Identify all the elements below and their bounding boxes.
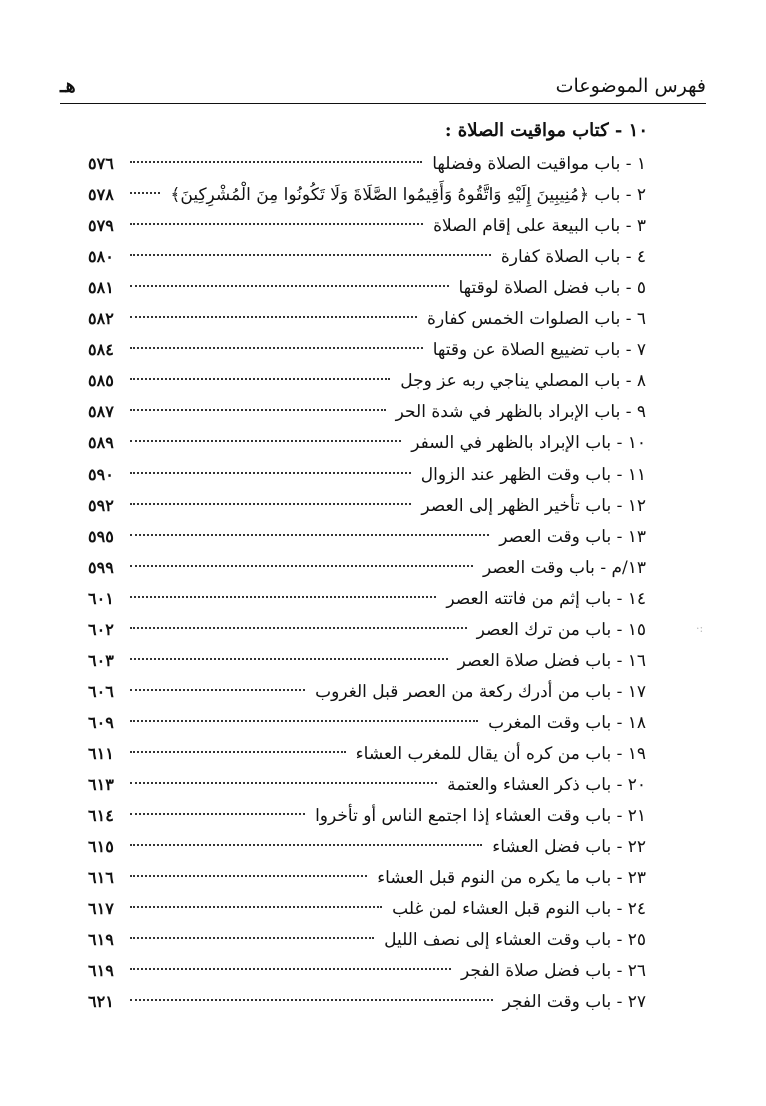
toc-entry-title: ٢٧ - باب وقت الفجر — [502, 992, 646, 1013]
dot-leader — [130, 875, 367, 877]
toc-entry — [88, 864, 646, 892]
toc-entry-page: ٥٨١ — [88, 278, 114, 298]
toc-entry-title: ٤ - باب الصلاة كفارة — [500, 247, 646, 268]
toc-entry-page: ٥٩٩ — [88, 557, 114, 577]
toc-entry-page: ٦١٣ — [88, 775, 114, 794]
running-head — [60, 74, 706, 100]
toc-entry-page: ٦٠٦ — [88, 681, 114, 701]
toc-entry-title: ٢١ - باب وقت العشاء إذا اجتمع الناس أو تأخروا — [315, 806, 646, 827]
toc-entry — [88, 243, 646, 271]
dot-leader — [130, 906, 382, 908]
toc-entry-page: ٥٨٤ — [88, 340, 114, 360]
dot-leader — [130, 378, 390, 380]
toc-entry — [88, 181, 646, 209]
dot-leader — [130, 192, 160, 194]
toc-entry-page: ٥٨٧ — [88, 402, 114, 422]
dot-leader — [130, 844, 482, 846]
toc-entry-page: ٦٠٣ — [88, 650, 114, 670]
dot-leader — [130, 285, 449, 287]
toc-entry — [88, 647, 646, 675]
toc-entry — [88, 367, 646, 395]
dot-leader — [130, 565, 473, 567]
toc-entry — [88, 305, 646, 333]
dot-leader — [130, 751, 346, 753]
toc-entry-title: ١٢ - باب تأخير الظهر إلى العصر — [421, 495, 646, 516]
toc-entry — [88, 709, 646, 737]
dot-leader — [130, 999, 493, 1001]
toc-entry-page: ٦٠١ — [88, 588, 114, 608]
dot-leader — [130, 658, 448, 660]
toc-entry-page: ٦٠٩ — [88, 712, 114, 732]
dot-leader — [130, 161, 422, 163]
toc-entry-title: ٥ - باب فضل الصلاة لوقتها — [458, 278, 646, 299]
toc-entry — [88, 678, 646, 706]
toc-entry-page: ٦٢١ — [88, 992, 114, 1012]
toc-entry-page: ٥٧٩ — [88, 216, 114, 236]
toc-entry — [88, 150, 646, 178]
toc-entry-title: ١٧ - باب من أدرك ركعة من العصر قبل الغروب — [315, 681, 646, 702]
toc-entry — [88, 771, 646, 799]
toc-entry-page: ٦١١ — [88, 744, 114, 763]
dot-leader — [130, 937, 374, 939]
toc-entry — [88, 429, 646, 457]
toc-entry-title: ٢٣ - باب ما يكره من النوم قبل العشاء — [377, 868, 646, 889]
dot-leader — [130, 968, 451, 970]
toc-entry — [88, 336, 646, 364]
toc-entry-title: ٧ - باب تضييع الصلاة عن وقتها — [432, 340, 646, 361]
toc-entry-page: ٥٨٢ — [88, 309, 114, 329]
toc-entry-title: ٢٠ - باب ذكر العشاء والعتمة — [447, 775, 646, 795]
dot-leader — [130, 813, 305, 815]
toc-entry-title: ٣ - باب البيعة على إقام الصلاة — [433, 216, 646, 237]
dot-leader — [130, 627, 467, 629]
toc-entry-page: ٥٧٦ — [88, 154, 114, 173]
toc-entry-page: ٥٨٠ — [88, 247, 114, 267]
toc-entry-page: ٦١٩ — [88, 961, 114, 981]
toc-entry-title: ٢ - باب ﴿مُنِيبِينَ إِلَيْهِ وَاتَّقُوهُ وَأَقِيمُوا الصَّلَاةَ وَلَا تَكُونُوا مِنَ الْمُشْرِكِينَ﴾ — [170, 185, 646, 206]
dot-leader — [130, 503, 411, 505]
toc-entry-title: ١٨ - باب وقت المغرب — [488, 712, 646, 733]
dot-leader — [130, 440, 401, 442]
toc-entry — [88, 833, 646, 861]
toc-entry-title: ١٣ - باب وقت العصر — [499, 526, 646, 547]
toc-entry-title: ١٦ - باب فضل صلاة العصر — [457, 650, 646, 671]
toc-entry — [88, 616, 646, 644]
toc-entry — [88, 461, 646, 489]
page-folio: هـ — [60, 75, 76, 97]
toc-entry-page: ٥٧٨ — [88, 185, 114, 205]
toc-entry-page: ٥٨٩ — [88, 433, 114, 453]
header-rule — [60, 103, 706, 104]
dot-leader — [130, 316, 417, 318]
toc-entry — [88, 802, 646, 830]
toc-entry — [88, 212, 646, 240]
toc-entry-title: ١٠ - باب الإبراد بالظهر في السفر — [411, 433, 646, 454]
margin-mark: ·: — [696, 622, 704, 635]
toc-entry — [88, 895, 646, 923]
toc-entry-page: ٦١٦ — [88, 868, 114, 888]
section-heading: ١٠ - كتاب مواقيت الصلاة : — [444, 120, 648, 141]
toc-entry — [88, 554, 646, 582]
toc-entry-title: ٢٤ - باب النوم قبل العشاء لمن غلب — [392, 899, 646, 920]
dot-leader — [130, 254, 491, 256]
toc-entry-page: ٦٠٢ — [88, 619, 114, 639]
toc-entry-title: ١٣/م - باب وقت العصر — [482, 557, 646, 578]
running-title: فهرس الموضوعات — [555, 75, 706, 97]
toc-entry-page: ٥٩٠ — [88, 464, 114, 484]
toc-entry-page: ٥٩٥ — [88, 526, 114, 546]
toc-entry-page: ٦١٤ — [88, 806, 114, 826]
toc-entry — [88, 398, 646, 426]
toc-entry-page: ٦١٥ — [88, 837, 114, 857]
dot-leader — [130, 689, 305, 691]
toc-entry-title: ٩ - باب الإبراد بالظهر في شدة الحر — [395, 402, 646, 423]
toc-entry-title: ١١ - باب وقت الظهر عند الزوال — [420, 464, 646, 485]
dot-leader — [130, 534, 489, 536]
toc-entry-title: ٢٢ - باب فضل العشاء — [492, 837, 646, 858]
toc-entry-title: ١٤ - باب إثم من فاتته العصر — [446, 588, 646, 609]
toc-entry-title: ٨ - باب المصلي يناجي ربه عز وجل — [400, 371, 646, 392]
toc-entry-page: ٥٩٢ — [88, 495, 114, 515]
dot-leader — [130, 472, 411, 474]
toc-entry-page: ٦١٩ — [88, 930, 114, 950]
toc-entry — [88, 988, 646, 1016]
toc-entry-title: ١٩ - باب من كره أن يقال للمغرب العشاء — [355, 744, 646, 764]
toc-entry — [88, 740, 646, 768]
toc-entry-title: ١ - باب مواقيت الصلاة وفضلها — [432, 154, 646, 174]
toc-entry — [88, 274, 646, 302]
dot-leader — [130, 409, 386, 411]
toc-entry — [88, 926, 646, 954]
dot-leader — [130, 347, 423, 349]
toc-entry — [88, 585, 646, 613]
toc-entry-title: ٢٦ - باب فضل صلاة الفجر — [460, 961, 646, 982]
dot-leader — [130, 720, 478, 722]
toc-entry-page: ٥٨٥ — [88, 371, 114, 391]
dot-leader — [130, 782, 437, 784]
toc-entry-title: ٢٥ - باب وقت العشاء إلى نصف الليل — [384, 930, 646, 951]
dot-leader — [130, 223, 423, 225]
toc-entry-page: ٦١٧ — [88, 899, 114, 919]
toc-entry-title: ٦ - باب الصلوات الخمس كفارة — [427, 309, 646, 330]
dot-leader — [130, 596, 436, 598]
toc-entry — [88, 523, 646, 551]
toc-entry-title: ١٥ - باب من ترك العصر — [476, 619, 646, 640]
toc-entry — [88, 492, 646, 520]
toc-entry — [88, 957, 646, 985]
